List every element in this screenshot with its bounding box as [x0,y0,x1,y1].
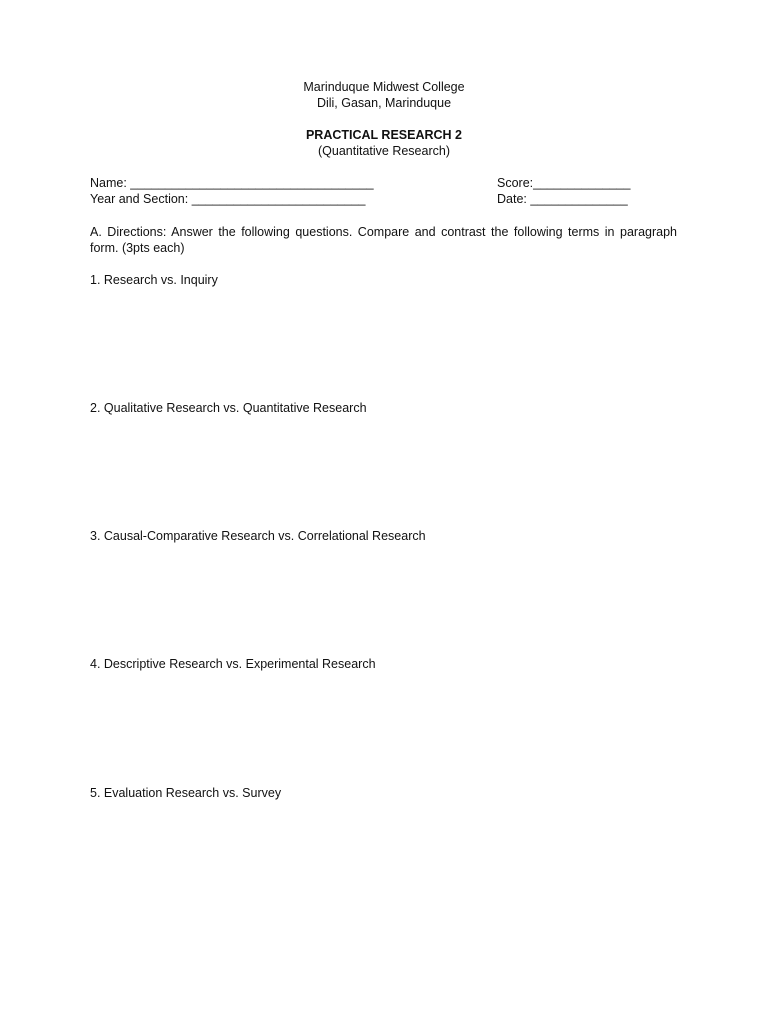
question-1: 1. Research vs. Inquiry [90,273,218,287]
score-field: Score:______________ [497,176,631,190]
name-field: Name: ___________________________________ [90,176,374,190]
question-2: 2. Qualitative Research vs. Quantitative Research [90,401,367,415]
question-5: 5. Evaluation Research vs. Survey [90,786,282,800]
subject-title: PRACTICAL RESEARCH 2 [305,128,463,142]
school-address: Dili, Gasan, Marinduque [316,96,452,110]
school-name: Marinduque Midwest College [303,80,465,94]
year-section-field: Year and Section: _________________________ [90,192,366,206]
question-4: 4. Descriptive Research vs. Experimental Research [90,657,376,671]
subject-subtitle: (Quantitative Research) [317,144,450,158]
directions-text: A. Directions: Answer the following questions. Compare and contrast the following terms in paragraph form. (3pts each) [90,225,677,255]
date-field: Date: ______________ [497,192,628,206]
question-3: 3. Causal-Comparative Research vs. Correlational Research [90,529,426,543]
